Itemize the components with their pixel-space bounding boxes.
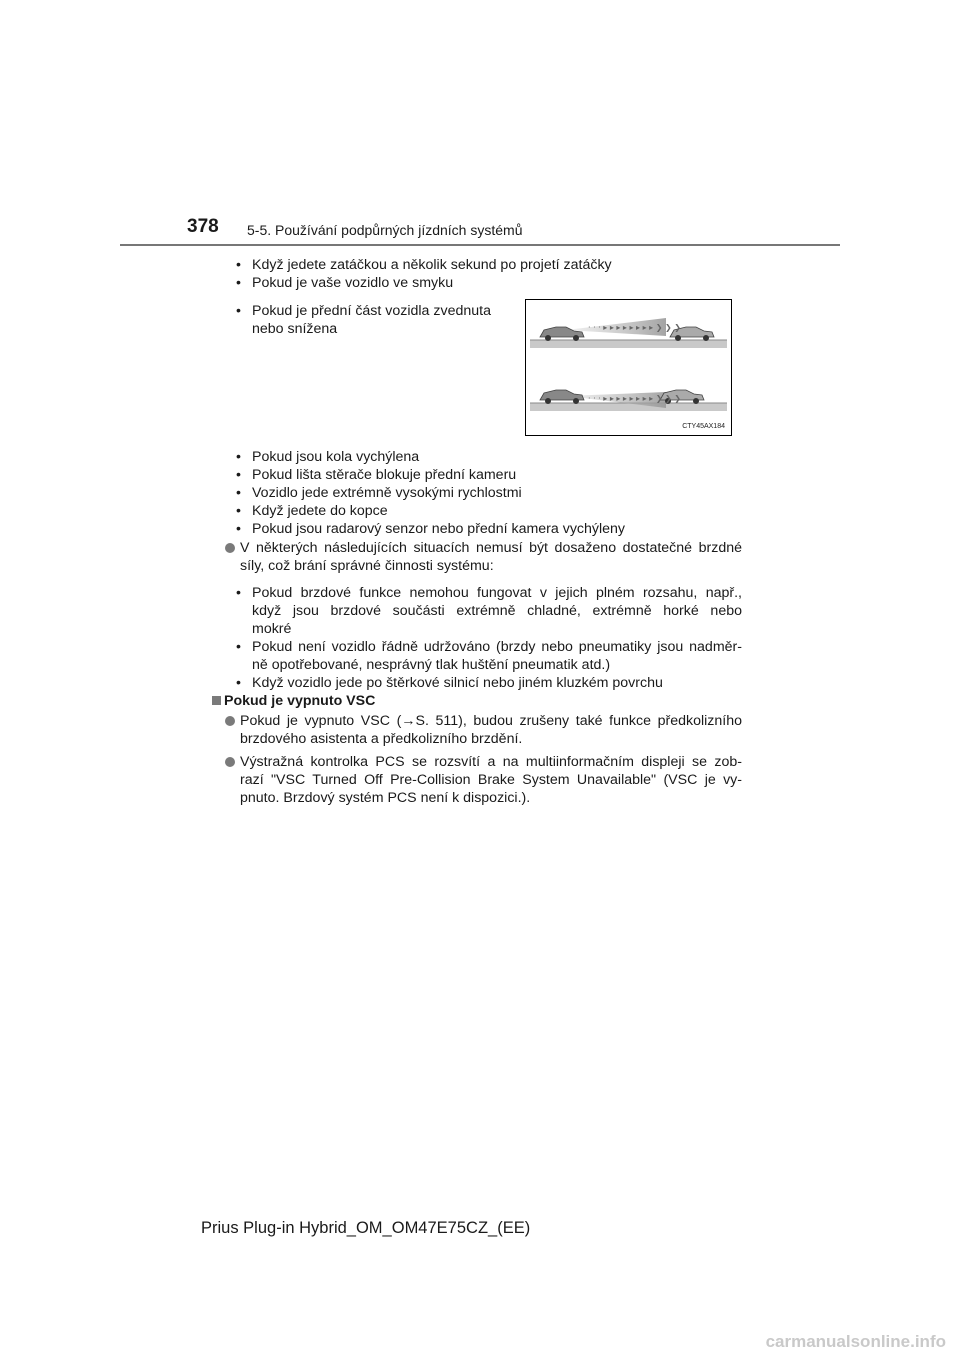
list-item-text: mokré: [252, 621, 292, 637]
document-footer: Prius Plug-in Hybrid_OM_OM47E75CZ_(EE): [201, 1219, 531, 1237]
car-icon: [540, 390, 584, 404]
paragraph-line: síly, což brání správné činnosti systému:: [240, 558, 494, 574]
car-radar-diagram: [526, 300, 731, 435]
section-title: 5-5. Používání podpůrných jízdních systémů: [247, 222, 523, 238]
list-item-text: Pokud brzdové funkce nemohou fungovat v jejich plném rozsahu, např.,: [252, 585, 742, 601]
list-item-text: ně opotřebované, nesprávný tlak huštění pneumatik atd.): [252, 657, 611, 673]
paragraph-line: razí "VSC Turned Off Pre-Collision Brake System Unavailable" (VSC je vy-: [240, 772, 742, 788]
square-bullet-icon: [212, 696, 221, 705]
circle-bullet-icon: [225, 716, 235, 726]
paragraph-line: Výstražná kontrolka PCS se rozsvítí a na multiinformačním displeji se zob-: [240, 754, 742, 770]
paragraph-line: V některých následujících situacích nemusí být dosaženo dostatečné brzdné: [240, 540, 742, 556]
circle-bullet-icon: [225, 757, 235, 767]
section-heading: Pokud je vypnuto VSC: [224, 693, 376, 709]
list-item-continuation: nebo snížena: [252, 321, 338, 337]
paragraph-line: Pokud je vypnuto VSC (→S. 511), budou zrušeny také funkce předkolizního: [240, 713, 742, 729]
svg-text:· · · ▸ ▸ ▸ ▸ ▸ ▸ ▸ ▸ ❯ ❯ ❯: · · · ▸ ▸ ▸ ▸ ▸ ▸ ▸ ▸ ❯ ❯ ❯: [588, 394, 681, 403]
illustration-radar-tilt: [525, 299, 732, 436]
circle-bullet-icon: [225, 543, 235, 553]
paragraph-line: brzdového asistenta a předkolizního brzdění.: [240, 731, 523, 747]
paragraph-line: pnuto. Brzdový systém PCS není k dispozici.).: [240, 790, 531, 806]
svg-text:· · · ▸ ▸ ▸ ▸ ▸ ▸ ▸ ▸ ❯ ❯ ❯: · · · ▸ ▸ ▸ ▸ ▸ ▸ ▸ ▸ ❯ ❯ ❯: [588, 323, 681, 332]
figure-code: CTY45AX184: [682, 423, 725, 430]
list-item-text: když jsou brzdové součásti extrémně chladné, extrémně horké nebo: [252, 603, 742, 619]
header-rule: [120, 244, 840, 246]
list-item-text: Pokud není vozidlo řádně udržováno (brzdy nebo pneumatiky jsou nadměr-: [252, 639, 742, 655]
watermark: carmanualsonline.info: [765, 1332, 946, 1351]
page-number: 378: [187, 216, 219, 237]
